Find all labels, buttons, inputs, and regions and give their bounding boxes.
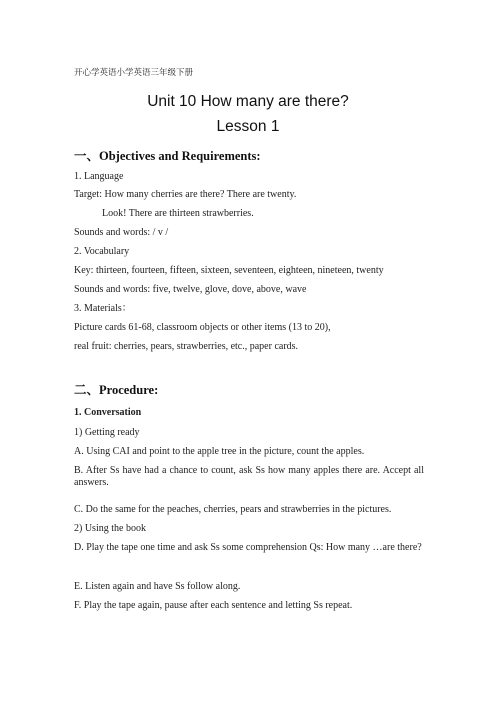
text-line: Target: How many cherries are there? There are twenty. <box>74 189 297 200</box>
text-paragraph: D. Play the tape one time and ask Ss some comprehension Qs: How many …are there? <box>74 542 422 553</box>
section-heading-procedure: 二、Procedure: <box>74 383 159 397</box>
text-line: 1) Getting ready <box>74 427 140 438</box>
text-line: Sounds and words: five, twelve, glove, dove, above, wave <box>74 284 307 295</box>
text-line: 2) Using the book <box>74 523 146 534</box>
text-line: A. Using CAI and point to the apple tree in the picture, count the apples. <box>74 446 365 457</box>
text-line: Look! There are thirteen strawberries. <box>102 208 254 219</box>
text-line: Sounds and words: / v / <box>74 227 169 238</box>
lesson-subtitle: Lesson 1 <box>216 118 280 135</box>
text-line: Key: thirteen, fourteen, fifteen, sixteen, seventeen, eighteen, nineteen, twenty <box>74 265 384 276</box>
text-line: Picture cards 61-68, classroom objects or other items (13 to 20), <box>74 322 331 333</box>
text-line: E. Listen again and have Ss follow along. <box>74 581 241 592</box>
text-line: 3. Materials： <box>74 303 132 314</box>
header-note: 开心学英语小学英语三年级下册 <box>74 68 194 78</box>
unit-title: Unit 10 How many are there? <box>147 93 349 110</box>
text-line: 2. Vocabulary <box>74 246 130 257</box>
text-line: 1. Language <box>74 171 124 182</box>
text-line-subheading: 1. Conversation <box>74 407 142 418</box>
text-line: C. Do the same for the peaches, cherries, pears and strawberries in the pictures. <box>74 504 392 515</box>
text-line: F. Play the tape again, pause after each sentence and letting Ss repeat. <box>74 600 353 611</box>
text-paragraph: B. After Ss have had a chance to count, ask Ss how many apples there are. Accept all answers. <box>74 465 424 488</box>
section-heading-objectives: 一、Objectives and Requirements: <box>74 149 261 163</box>
text-line: real fruit: cherries, pears, strawberries, etc., paper cards. <box>74 341 299 352</box>
